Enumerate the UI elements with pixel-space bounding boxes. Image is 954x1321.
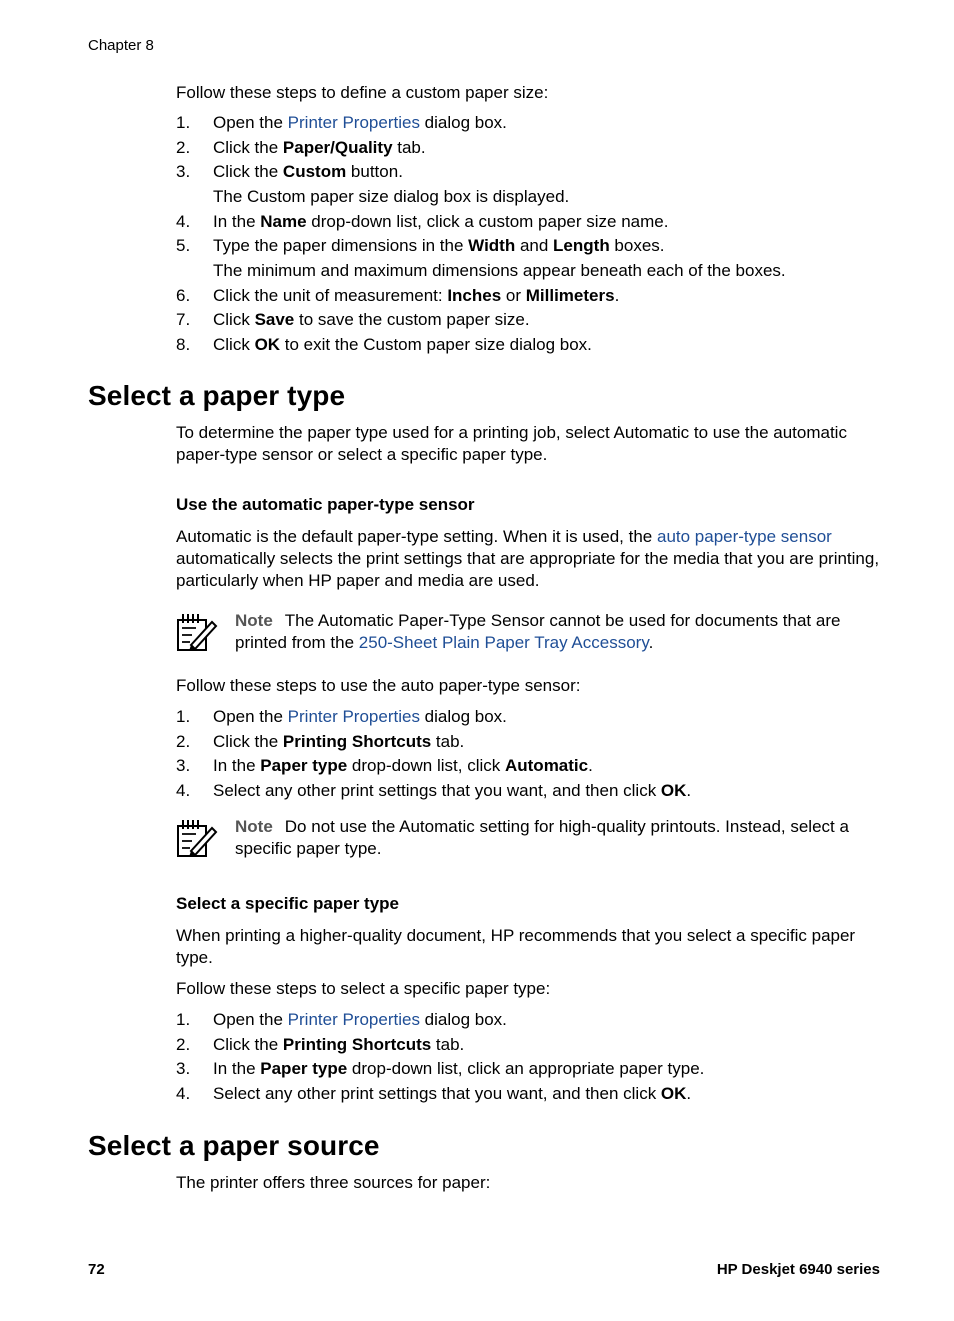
- note-auto-sensor: Note The Automatic Paper-Type Sensor cannot be used for documents that are printed from the 250-Sheet Plain Paper Tray Accessory.: [176, 610, 888, 654]
- printer-properties-link[interactable]: Printer Properties: [287, 1010, 420, 1029]
- custom-size-intro: Follow these steps to define a custom paper size:: [176, 83, 549, 102]
- auto-sensor-paragraph: Automatic is the default paper-type setting. When it is used, the auto paper-type sensor automatically selects the print settings that are appropriate for the media that you are printing, particularly when HP paper and media are used.: [176, 527, 880, 590]
- step-item: 5. Type the paper dimensions in the Width and Length boxes. The minimum and maximum dimensions appear beneath each of the boxes.: [176, 235, 888, 282]
- step-item: 6. Click the unit of measurement: Inches or Millimeters.: [176, 285, 620, 305]
- chapter-header: Chapter 8: [88, 37, 154, 54]
- heading-auto-sensor: Use the automatic paper-type sensor: [176, 495, 475, 514]
- step-item: 8. Click OK to exit the Custom paper size dialog box.: [176, 334, 592, 354]
- step-item: 1. Open the Printer Properties dialog box.: [176, 113, 507, 132]
- tray-accessory-link[interactable]: 250-Sheet Plain Paper Tray Accessory: [358, 633, 649, 652]
- note-pencil-icon: [176, 612, 218, 652]
- specific-type-steps: [176, 1009, 888, 1107]
- paper-source-intro: The printer offers three sources for paper:: [176, 1173, 491, 1192]
- step-item: 4. Select any other print settings that you want, and then click OK.: [176, 780, 692, 800]
- step-item: 3. In the Paper type drop-down list, click Automatic.: [176, 756, 593, 775]
- step-item: 2. Click the Printing Shortcuts tab.: [176, 1034, 465, 1054]
- step-item: 2. Click the Paper/Quality tab.: [176, 137, 426, 157]
- note-pencil-icon: [176, 818, 218, 858]
- auto-sensor-link[interactable]: auto paper-type sensor: [656, 527, 832, 546]
- printer-properties-link[interactable]: Printer Properties: [287, 113, 420, 132]
- step-item: 4. Select any other print settings that you want, and then click OK.: [176, 1083, 692, 1103]
- auto-steps-intro: Follow these steps to use the auto paper-type sensor:: [176, 676, 581, 695]
- custom-size-steps: [176, 112, 888, 358]
- specific-type-paragraph: When printing a higher-quality document, HP recommends that you select a specific paper type.: [176, 926, 856, 967]
- step-item: 3. In the Paper type drop-down list, click an appropriate paper type.: [176, 1059, 705, 1078]
- paper-type-intro: To determine the paper type used for a printing job, select Automatic to use the automatic paper-type sensor or select a specific paper type.: [176, 423, 847, 464]
- step-item: 1. Open the Printer Properties dialog box.: [176, 1010, 507, 1029]
- specific-steps-intro: Follow these steps to select a specific paper type:: [176, 979, 551, 998]
- page-number: 72: [88, 1261, 105, 1278]
- heading-select-paper-type: Select a paper type: [88, 380, 346, 411]
- step-item: 7. Click Save to save the custom paper size.: [176, 310, 530, 329]
- heading-specific-type: Select a specific paper type: [176, 894, 399, 913]
- step-item: 4. In the Name drop-down list, click a custom paper size name.: [176, 211, 669, 231]
- step-note: The Custom paper size dialog box is displayed.: [213, 187, 570, 206]
- step-item: 3. Click the Custom button. The Custom paper size dialog box is displayed.: [176, 161, 888, 208]
- note-high-quality: Note Do not use the Automatic setting for high-quality printouts. Instead, select a specific paper type.: [176, 816, 888, 860]
- auto-sensor-steps: [176, 706, 888, 804]
- step-item: 1. Open the Printer Properties dialog box.: [176, 707, 507, 726]
- heading-select-paper-source: Select a paper source: [88, 1130, 380, 1161]
- step-note: The minimum and maximum dimensions appear beneath each of the boxes.: [213, 261, 786, 280]
- step-item: 2. Click the Printing Shortcuts tab.: [176, 731, 465, 751]
- printer-properties-link[interactable]: Printer Properties: [287, 707, 420, 726]
- product-name: HP Deskjet 6940 series: [716, 1261, 880, 1278]
